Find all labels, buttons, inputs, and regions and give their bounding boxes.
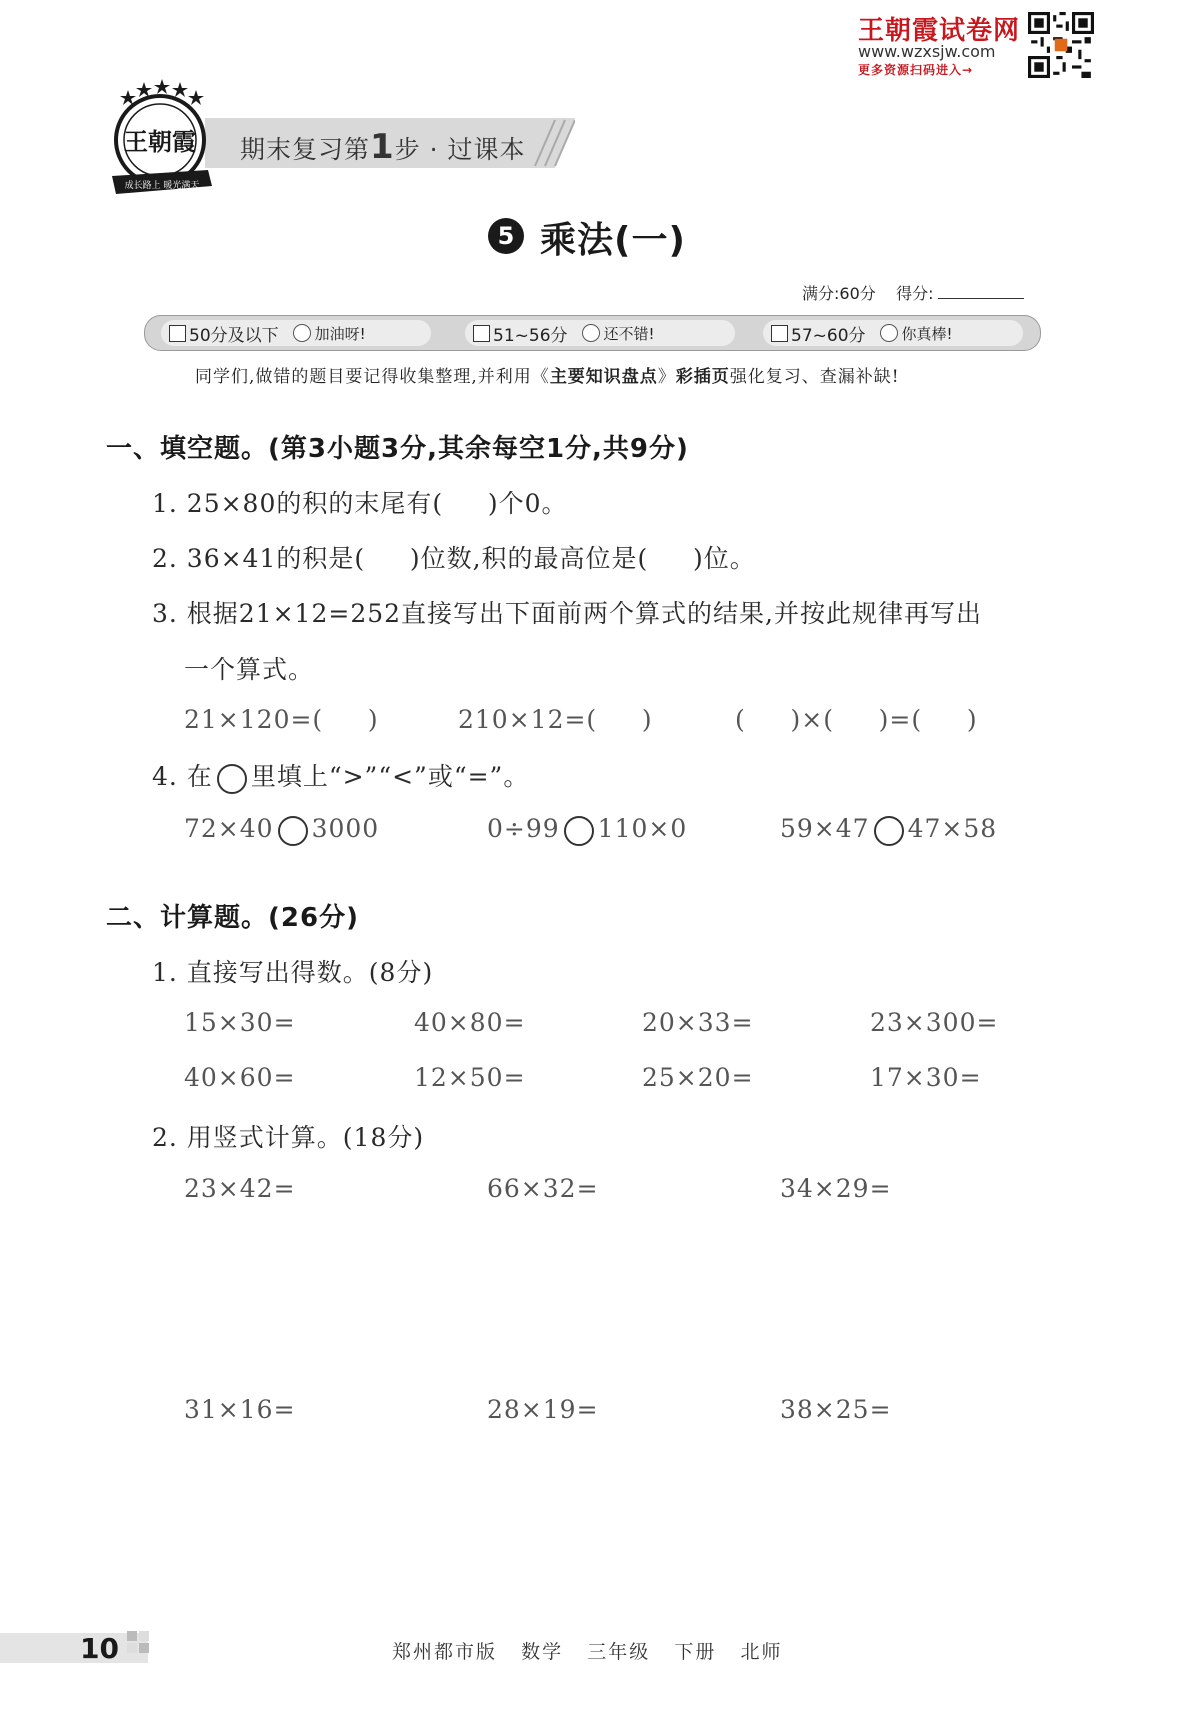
oral-calc-item: 12×50= [414, 1063, 526, 1092]
wangzhaoxia-logo [104, 78, 216, 198]
question-1-4: 4. 在 里填上“>”“<”或“=”。 [152, 757, 529, 794]
oral-calc-item: 15×30= [184, 1008, 296, 1037]
section-2-heading: 二、计算题。(26分) [106, 903, 359, 933]
checkbox-icon[interactable] [169, 325, 186, 342]
svg-text:王朝霞: 王朝霞 [124, 127, 196, 156]
oral-calc-item: 40×60= [184, 1063, 296, 1092]
footer-edition-info: 郑州都市版 数学 三年级 下册 北师 [392, 1641, 783, 1663]
brand-url: www.wzxsjw.com [858, 42, 996, 61]
checkbox-icon[interactable] [771, 325, 788, 342]
footer-decoration [139, 1643, 149, 1653]
oral-calc-item: 17×30= [870, 1063, 982, 1092]
score-line [802, 281, 1024, 304]
rating-bar [144, 315, 1041, 351]
question-2-2: 2. 用竖式计算。(18分) [152, 1123, 425, 1152]
vertical-calc-item: 23×42= [184, 1174, 296, 1203]
vertical-calc-item: 66×32= [487, 1174, 599, 1203]
circle-blank-icon [217, 764, 247, 794]
question-1-2: 2. 36×41的积是( )位数,积的最高位是( )位。 [152, 544, 756, 573]
brand-title: 王朝霞试卷网 [858, 16, 1021, 46]
rating-option[interactable]: 50分及以下 加油呀! [161, 320, 431, 346]
question-1-3: 3. 根据21×12=252直接写出下面前两个算式的结果,并按此规律再写出 [152, 599, 982, 628]
compare-circle[interactable] [874, 816, 904, 846]
lesson-title: 乘法(一) [540, 220, 686, 261]
footer-decoration [127, 1643, 137, 1653]
oral-calc-item: 20×33= [642, 1008, 754, 1037]
score-blank[interactable] [938, 284, 1024, 299]
q3-item: 21×120=( ) [184, 705, 379, 734]
footer-decoration [139, 1631, 149, 1641]
compare-item: 0÷99 110×0 [487, 814, 687, 846]
face-icon [293, 324, 311, 342]
question-1-3-cont: 一个算式。 [184, 655, 315, 684]
q3-item: 210×12=( ) [458, 705, 653, 734]
vertical-calc-item: 28×19= [487, 1395, 599, 1424]
rating-option[interactable]: 51~56分 还不错! [465, 320, 735, 346]
notice-text: 同学们,做错的题目要记得收集整理,并利用《主要知识盘点》彩插页强化复习、查漏补缺! [195, 367, 900, 387]
oral-calc-item: 40×80= [414, 1008, 526, 1037]
question-1-1: 1. 25×80的积的末尾有( )个0。 [152, 489, 568, 518]
brand-tagline: 更多资源扫码进入→ [858, 63, 974, 77]
footer-decoration [127, 1631, 137, 1641]
question-2-1: 1. 直接写出得数。(8分) [152, 958, 434, 987]
header-banner-text: 期末复习第1步 · 过课本 [240, 127, 526, 167]
compare-item: 59×47 47×58 [780, 814, 997, 846]
compare-item: 72×40 3000 [184, 814, 379, 846]
face-icon [582, 324, 600, 342]
lesson-number: 5 [488, 218, 524, 254]
page-number: 10 [80, 1632, 119, 1665]
footer-band [0, 1633, 148, 1663]
svg-text:成长路上 暖光满天: 成长路上 暖光满天 [124, 181, 200, 191]
q3-item: ( )×( )=( ) [735, 705, 978, 734]
oral-calc-item: 25×20= [642, 1063, 754, 1092]
checkbox-icon[interactable] [473, 325, 490, 342]
vertical-calc-item: 38×25= [780, 1395, 892, 1424]
got-score-label: 得分: [896, 284, 934, 303]
vertical-calc-item: 31×16= [184, 1395, 296, 1424]
section-1-heading: 一、填空题。(第3小题3分,其余每空1分,共9分) [106, 434, 689, 464]
face-icon [880, 324, 898, 342]
full-score: 满分:60分 [802, 284, 876, 303]
compare-circle[interactable] [278, 816, 308, 846]
compare-circle[interactable] [564, 816, 594, 846]
rating-option[interactable]: 57~60分 你真棒! [763, 320, 1023, 346]
qr-code-icon [1028, 12, 1094, 78]
vertical-calc-item: 34×29= [780, 1174, 892, 1203]
oral-calc-item: 23×300= [870, 1008, 999, 1037]
